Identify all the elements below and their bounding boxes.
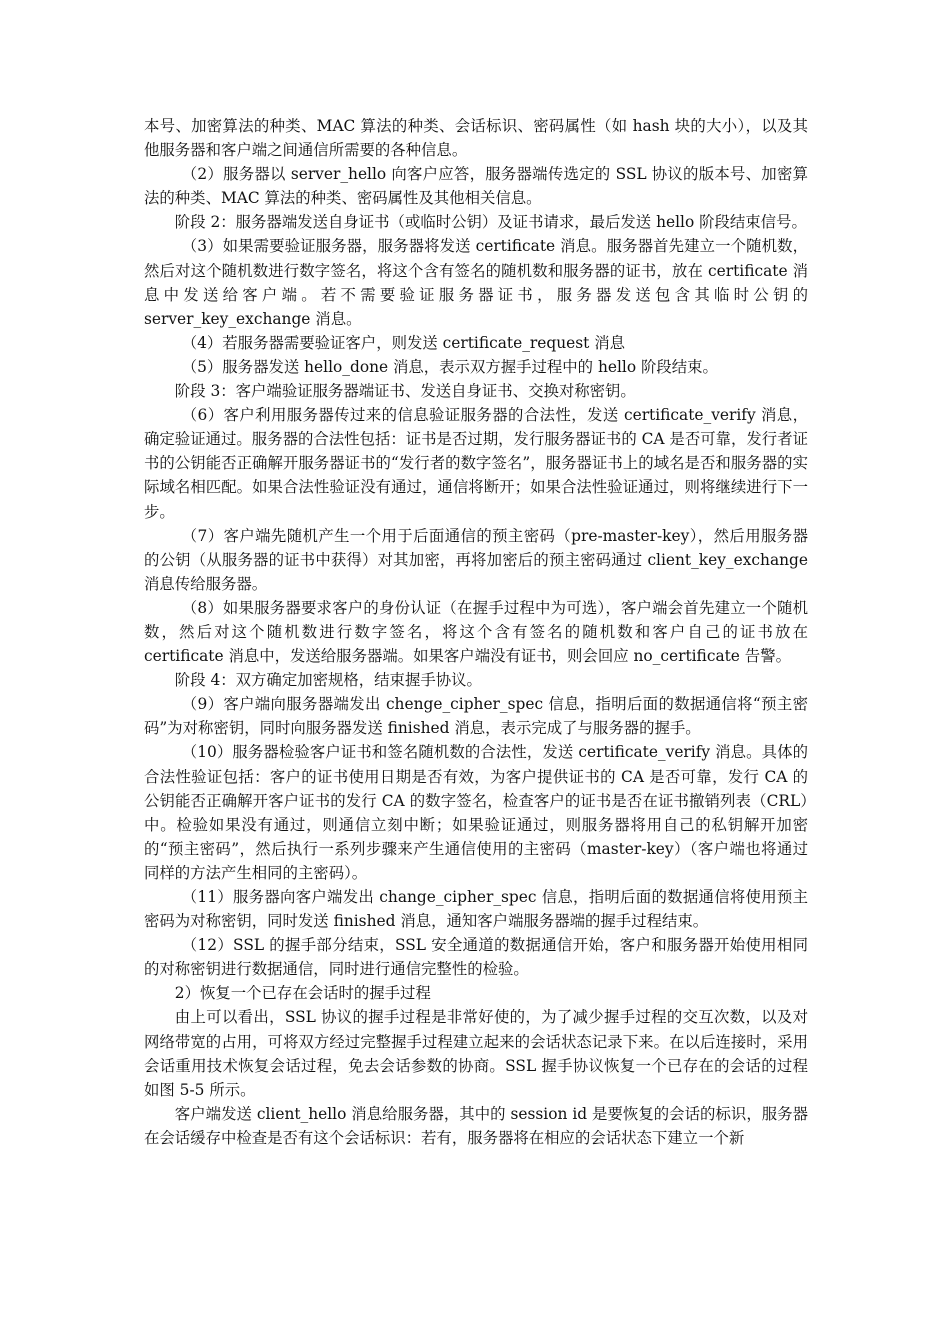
paragraph-step-9: （9）客户端向服务器端发出 chenge_cipher_spec 信息，指明后面的数据通信将“预主密码”为对称密钥，同时向服务器发送 finished 消息，表示完成了与服务器的握手。 xyxy=(144,695,808,738)
paragraph-step-12: （12）SSL 的握手部分结束，SSL 安全通道的数据通信开始，客户和服务器开始使用相同的对称密钥进行数据通信，同时进行通信完整性的检验。 xyxy=(144,936,808,979)
paragraph-intro-continuation: 本号、加密算法的种类、MAC 算法的种类、会话标识、密码属性（如 hash 块的大小），以及其他服务器和客户端之间通信所需要的各种信息。 xyxy=(144,117,808,160)
paragraph-step-4: （4）若服务器需要验证客户，则发送 certificate_request 消息 xyxy=(181,333,625,352)
paragraph-step-8: （8）如果服务器要求客户的身份认证（在握手过程中为可选），客户端会首先建立一个随机数，然后对这个随机数进行数字签名，将这个含有签名的随机数和客户自己的证书放在 certificate 消息中，发送给服务器端。如果客户端没有证书，则会回应 no_certificate 告警。 xyxy=(144,598,808,666)
paragraph-step-2: （2）服务器以 server_hello 向客户应答，服务器端传选定的 SSL 协议的版本号、加密算法的种类、MAC 算法的种类、密码属性及其他相关信息。 xyxy=(144,165,808,208)
paragraph-stage-2: 阶段 2：服务器端发送自身证书（或临时公钥）及证书请求，最后发送 hello 阶段结束信号。 xyxy=(174,213,807,232)
section-heading-resume-session: 2）恢复一个已存在会话时的握手过程 xyxy=(174,984,431,1003)
paragraph-step-3: （3）如果需要验证服务器，服务器将发送 certificate 消息。服务器首先建立一个随机数，然后对这个随机数进行数字签名，将这个含有签名的随机数和服务器的证书，放在 certificate 消息中发送给客户端。若不需要验证服务器证书，服务器发送包含其临时公钥的 server_key_exchange 消息。 xyxy=(144,237,808,328)
paragraph-resume-overview: 由上可以看出，SSL 协议的握手过程是非常好使的，为了减少握手过程的交互次数，以及对网络带宽的占用，可将双方经过完整握手过程建立起来的会话状态记录下来。在以后连接时，采用会话重用技术恢复会话过程，免去会话参数的协商。SSL 握手协议恢复一个已存在的会话的过程如图 5-5 所示。 xyxy=(144,1008,808,1099)
paragraph-step-5: （5）服务器发送 hello_done 消息，表示双方握手过程中的 hello 阶段结束。 xyxy=(181,357,718,376)
paragraph-step-11: （11）服务器向客户端发出 change_cipher_spec 信息，指明后面的数据通信将使用预主密码为对称密钥，同时发送 finished 消息，通知客户端服务器端的握手过程结束。 xyxy=(144,888,808,931)
paragraph-step-10: （10）服务器检验客户证书和签名随机数的合法性，发送 certificate_verify 消息。具体的合法性验证包括：客户的证书使用日期是否有效，为客户提供证书的 CA 是否可靠，发行 CA 的公钥能否正确解开客户证书的发行 CA 的数字签名，检查客户的证书是否在证书撤销列表（CRL）中。检验如果没有通过，则通信立刻中断；如果验证通过，则服务器将用自己的私钥解开加密的“预主密码”，然后执行一系列步骤来产生通信使用的主密码（master-key）（客户端也将通过同样的方法产生相同的主密码）。 xyxy=(144,743,808,882)
paragraph-client-hello-resume: 客户端发送 client_hello 消息给服务器，其中的 session id 是要恢复的会话的标识，服务器在会话缓存中检查是否有这个会话标识：若有，服务器将在相应的会话状态下建立一个新 xyxy=(144,1104,808,1147)
paragraph-step-6: （6）客户利用服务器传过来的信息验证服务器的合法性，发送 certificate_verify 消息，确定验证通过。服务器的合法性包括：证书是否过期，发行服务器证书的 CA 是否可靠，发行者证书的公钥能否正确解开服务器证书的“发行者的数字签名”，服务器证书上的域名是否和服务器的实际域名相匹配。如果合法性验证没有通过，通信将断开；如果合法性验证通过，则将继续进行下一步。 xyxy=(144,406,808,521)
document-page xyxy=(144,114,808,1150)
paragraph-stage-3: 阶段 3：客户端验证服务器端证书、发送自身证书、交换对称密钥。 xyxy=(174,382,636,401)
paragraph-stage-4: 阶段 4：双方确定加密规格，结束握手协议。 xyxy=(174,671,482,690)
paragraph-step-7: （7）客户端先随机产生一个用于后面通信的预主密码（pre-master-key），然后用服务器的公钥（从服务器的证书中获得）对其加密，再将加密后的预主密码通过 client_key_exchange 消息传给服务器。 xyxy=(144,526,808,593)
